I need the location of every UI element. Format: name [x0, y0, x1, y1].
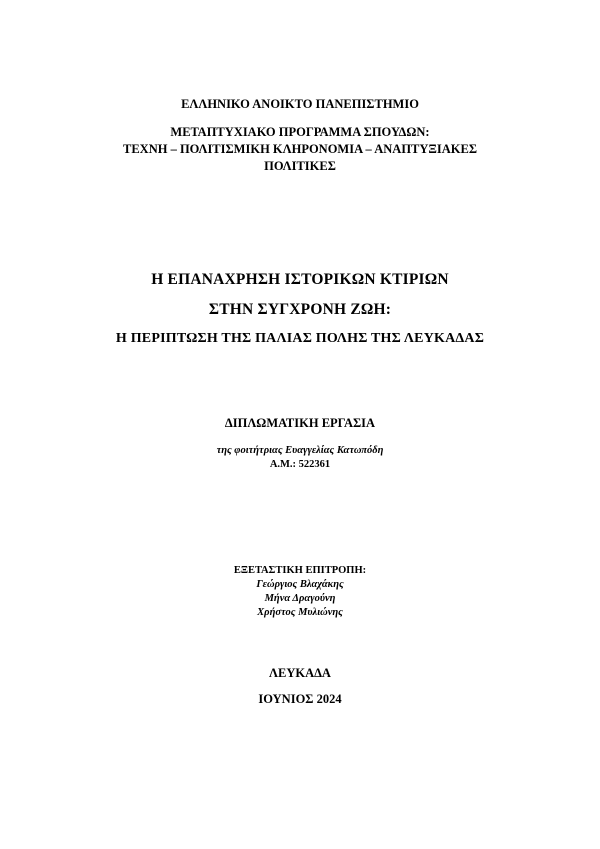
thesis-title-line2: ΣΤΗΝ ΣΥΓΧΡΟΝΗ ΖΩΗ: [208, 301, 392, 318]
thesis-subtitle: Η ΠΕΡΙΠΤΩΣΗ ΤΗΣ ΠΑΛΙΑΣ ΠΟΛΗΣ ΤΗΣ ΛΕΥΚΑΔΑΣ [115, 331, 485, 346]
committee-member: Χρήστος Μυλιώνης [257, 607, 343, 618]
program-name-line2: ΠΟΛΙΤΙΚΕΣ [264, 159, 336, 173]
author-line: της φοιτήτριας Ευαγγελίας Κατωπόδη [216, 445, 384, 456]
thesis-title-line1: Η ΕΠΑΝΑΧΡΗΣΗ ΙΣΤΟΡΙΚΩΝ ΚΤΙΡΙΩΝ [151, 271, 449, 288]
committee-member: Μήνα Δραγούνη [264, 593, 336, 604]
program-name-line1: ΤΕΧΝΗ – ΠΟΛΙΤΙΣΜΙΚΗ ΚΛΗΡΟΝΟΜΙΑ – ΑΝΑΠΤΥΞΙΑΚΕΣ [123, 142, 477, 156]
place: ΛΕΥΚΑΔΑ [269, 666, 331, 680]
registration-number: Α.Μ.: 522361 [269, 459, 331, 470]
committee-label: ΕΞΕΤΑΣΤΙΚΗ ΕΠΙΤΡΟΠΗ: [233, 565, 367, 576]
university-name: ΕΛΛΗΝΙΚΟ ΑΝΟΙΚΤΟ ΠΑΝΕΠΙΣΤΗΜΙΟ [181, 97, 419, 111]
thesis-type-label: ΔΙΠΛΩΜΑΤΙΚΗ ΕΡΓΑΣΙΑ [224, 416, 376, 430]
date: ΙΟΥΝΙΟΣ 2024 [258, 692, 342, 706]
committee-member: Γεώργιος Βλαχάκης [256, 579, 344, 590]
program-heading: ΜΕΤΑΠΤΥΧΙΑΚΟ ΠΡΟΓΡΑΜΜΑ ΣΠΟΥΔΩΝ: [170, 125, 430, 139]
